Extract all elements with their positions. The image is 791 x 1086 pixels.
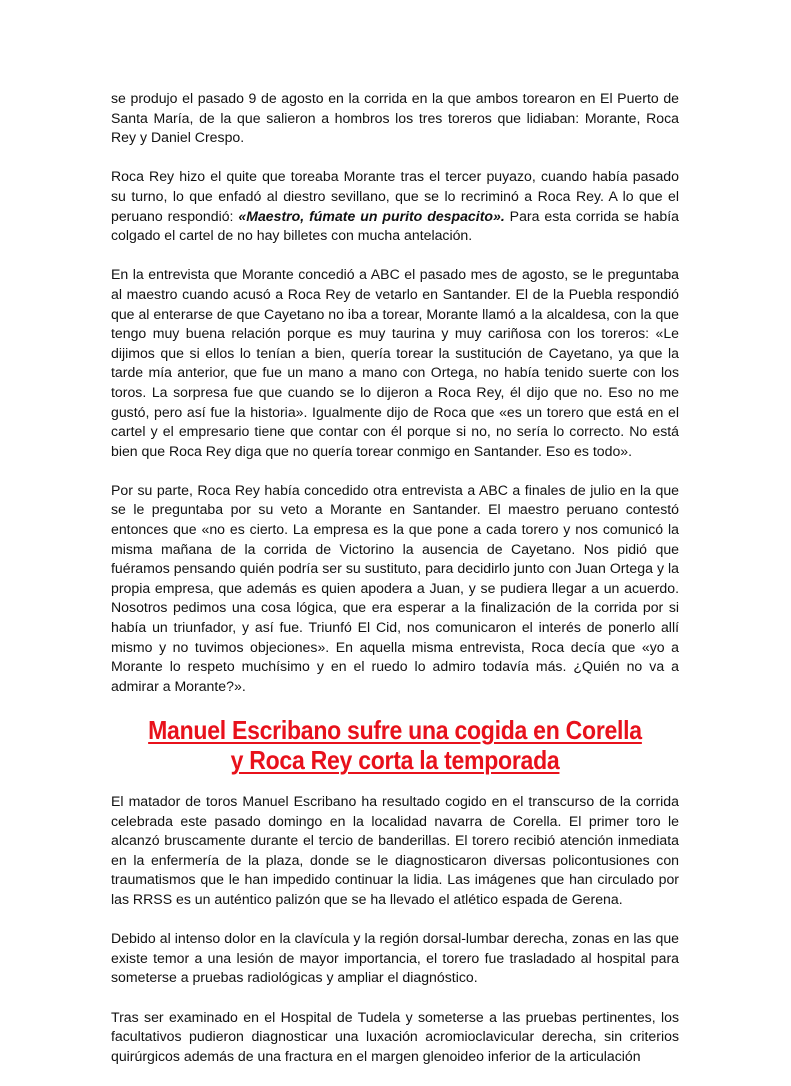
- document-page: [111, 89, 679, 1086]
- paragraph-escribano-cogida: El matador de toros Manuel Escribano ha resultado cogido en el transcurso de la corrida celebrada este pasado domingo en la localidad navarra de Corella. El primer toro le alcanzó bruscamente durante el tercio de banderillas. El torero recibió atención inmediata en la enfermería de la plaza, donde se le diagnosticaron diversas policontusiones con traumatismos que le han impedido continuar la lidia. Las imágenes que han circulado por las RRSS es un auténtico palizón que se ha llevado el atlético espada de Gerena.: [111, 793, 679, 907]
- paragraph-text: Roca Rey hizo el quite que toreaba Morante tras el tercer puyazo, cuando había pasado su turno, lo que enfadó al diestro sevillano, que se lo recriminó a Roca Rey. A lo que el peruano respondió:: [111, 168, 679, 224]
- section-headline: [132, 716, 658, 776]
- bold-quote: «Maestro, fúmate un purito despacito».: [238, 207, 505, 224]
- paragraph-roca-rey-interview: Por su parte, Roca Rey había concedido otra entrevista a ABC a finales de julio en la que se le preguntaba por su veto a Morante en Santander. El maestro peruano contestó entonces que «no es cierto. La empresa es la que pone a cada torero y nos comunicó la misma mañana de la corrida de Victorino la ausencia de Cayetano. Nos pidió que fuéramos pensando quién podría ser su sustituto, para decidirlo junto con Juan Ortega y la propia empresa, que además es quien apodera a Juan, y se pudiera llegar a un acuerdo. Nosotros pedimos una cosa lógica, que era esperar a la finalización de la corrida por si había un triunfador, y así fue. Triunfó El Cid, nos comunicaron el interés de ponerlo allí mismo y no tuvimos objeciones». En aquella misma entrevista, Roca decía que «yo a Morante lo respeto muchísimo y en el ruedo lo admiro todavía más. ¿Quién no va a admirar a Morante?».: [111, 481, 679, 694]
- paragraph-hospital-tudela: Tras ser examinado en el Hospital de Tudela y someterse a las pruebas pertinentes, los facultativos pudieron diagnosticar una luxación acromioclavicular derecha, sin criterios quirúrgicos además de una fractura en el margen glenoideo inferior de la articulación: [111, 1008, 679, 1064]
- paragraph-dolor-clavicula: Debido al intenso dolor en la clavícula y la región dorsal-lumbar derecha, zonas en las que existe temor a una lesión de mayor importancia, el torero fue trasladado al hospital para someterse a pruebas radiológicas y ampliar el diagnóstico.: [111, 930, 679, 986]
- headline-line-2: y Roca Rey corta la temporada: [230, 747, 560, 775]
- paragraph-morante-interview: En la entrevista que Morante concedió a ABC el pasado mes de agosto, se le preguntaba al maestro cuando acusó a Roca Rey de vetarlo en Santander. El de la Puebla respondió que al enterarse de que Cayetano no iba a torear, Morante llamó a la alcaldesa, con la que tengo muy buena relación porque es muy taurina y muy cariñosa con los toreros: «Le dijimos que si ellos lo tenían a bien, quería torear la sustitución de Cayetano, ya que la tarde mía anterior, que fue un mano a mano con Ortega, no había tenido suerte con los toros. La sorpresa fue que cuando se lo dijeron a Roca Rey, él dijo que no. Eso no me gustó, pero así fue la historia». Igualmente dijo de Roca que «es un torero que está en el cartel y el empresario tiene que contar con él porque si no, no sería lo correcto. No está bien que Roca Rey diga que no quería torear conmigo en Santander. Eso es todo».: [111, 266, 679, 459]
- headline-line-1: Manuel Escribano sufre una cogida en Corella: [148, 717, 642, 745]
- paragraph-quite-roca-rey: [111, 167, 679, 245]
- paragraph-puerto-santa-maria: se produjo el pasado 9 de agosto en la corrida en la que ambos torearon en El Puerto de Santa María, de la que salieron a hombros los tres toreros que lidiaban: Morante, Roca Rey y Daniel Crespo.: [111, 90, 679, 146]
- paragraph-text: Para esta corrida se había colgado el cartel de no hay billetes con mucha antelación.: [111, 207, 679, 244]
